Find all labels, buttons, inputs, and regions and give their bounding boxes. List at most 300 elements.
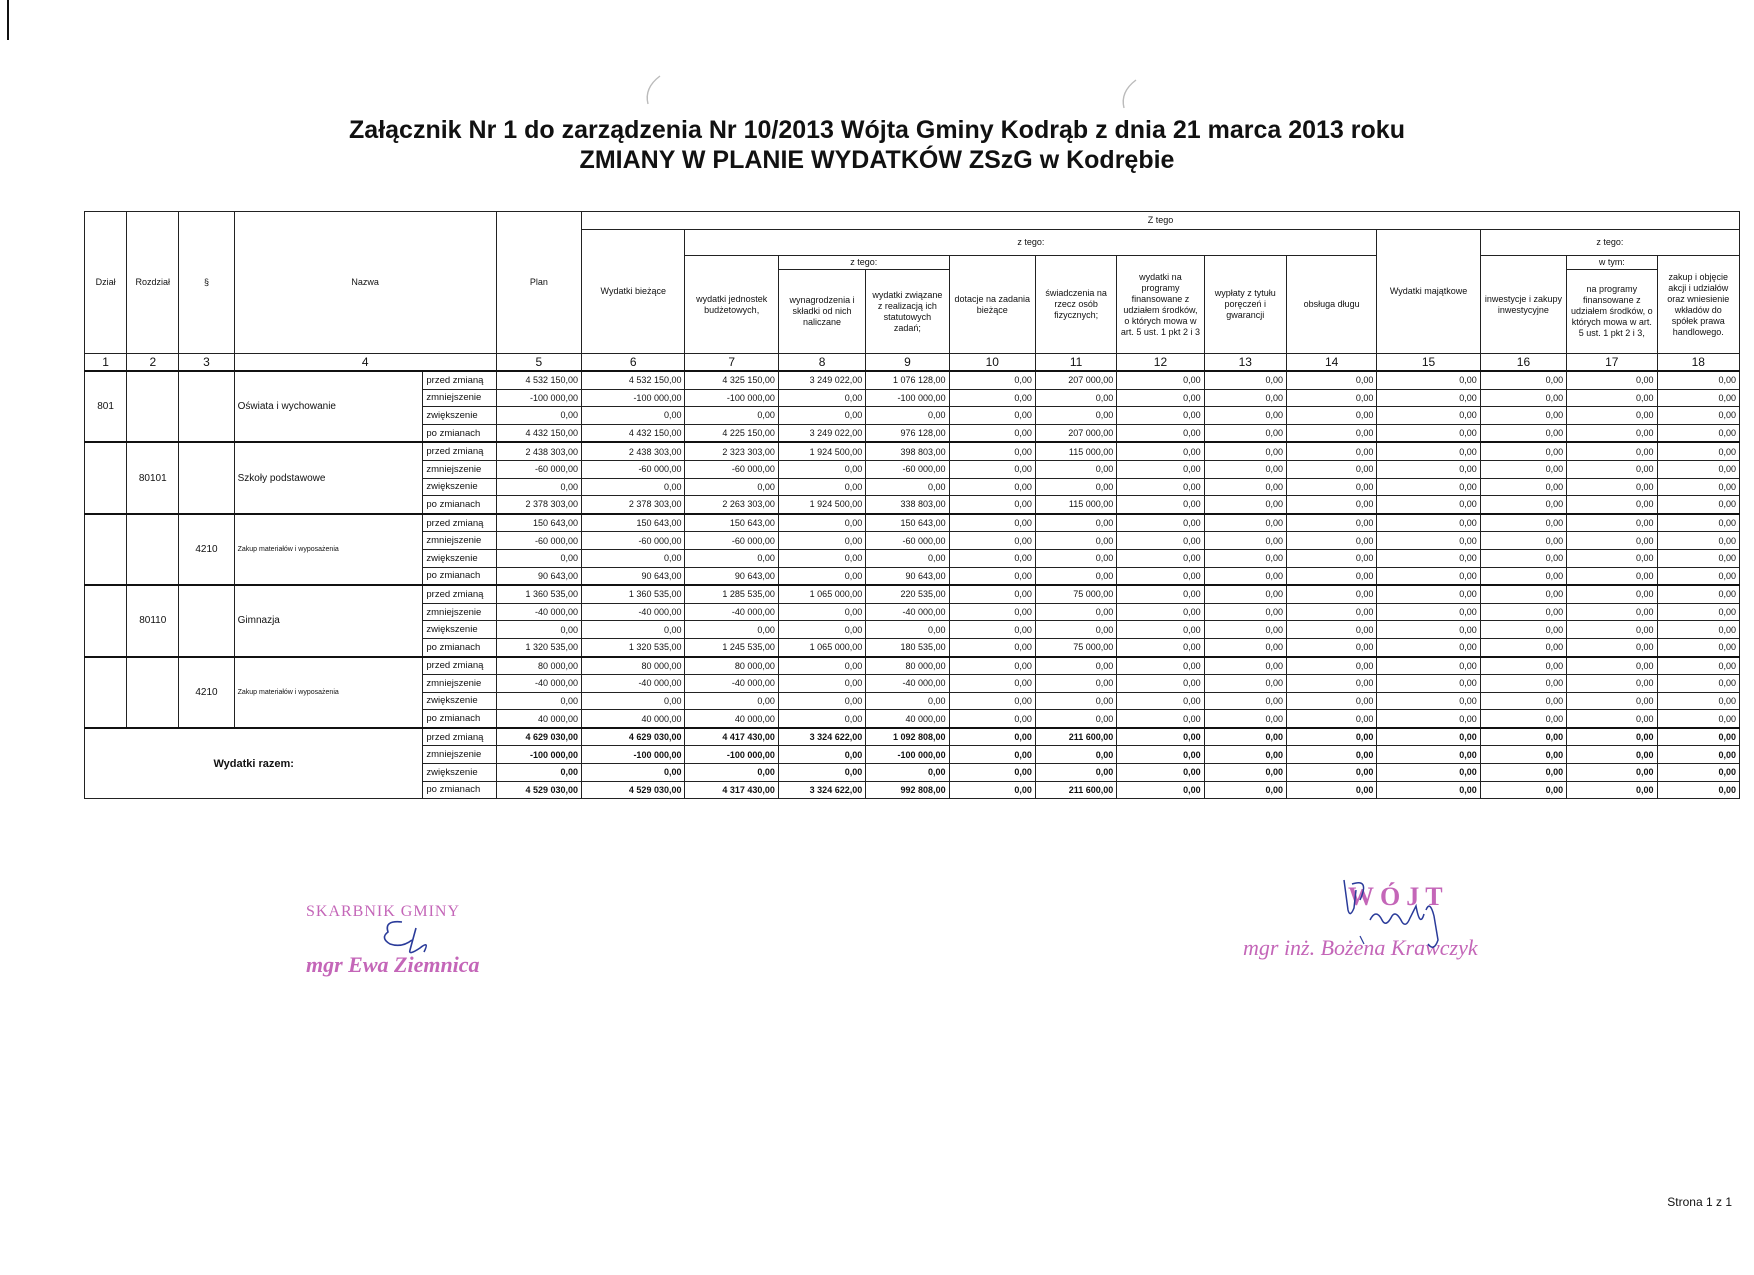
value-cell: 4 532 150,00 <box>582 371 685 389</box>
total-value-cell: 0,00 <box>685 764 778 782</box>
value-cell: 2 323 303,00 <box>685 442 778 460</box>
value-cell: 115 000,00 <box>1035 496 1116 514</box>
value-cell: 0,00 <box>1286 657 1376 675</box>
value-cell: 0,00 <box>1480 424 1566 442</box>
value-cell: -60 000,00 <box>685 532 778 550</box>
value-cell: 0,00 <box>685 621 778 639</box>
total-value-cell: 0,00 <box>1657 781 1740 799</box>
total-value-cell: 0,00 <box>1377 728 1480 746</box>
total-value-cell: 0,00 <box>1286 781 1376 799</box>
value-cell: 0,00 <box>1657 389 1740 407</box>
value-cell: 0,00 <box>1567 657 1657 675</box>
value-cell: 0,00 <box>1204 585 1286 603</box>
change-type-label: po zmianach <box>423 710 496 728</box>
value-cell: 0,00 <box>496 621 581 639</box>
change-type-label: przed zmianą <box>423 728 496 746</box>
total-value-cell: 0,00 <box>778 746 865 764</box>
value-cell: 0,00 <box>866 549 949 567</box>
value-cell: 0,00 <box>1377 549 1480 567</box>
value-cell: 0,00 <box>1480 442 1566 460</box>
total-value-cell: 3 324 622,00 <box>778 781 865 799</box>
value-cell: 90 643,00 <box>685 567 778 585</box>
value-cell: 1 924 500,00 <box>778 496 865 514</box>
value-cell: 0,00 <box>1286 442 1376 460</box>
column-number: 7 <box>685 354 778 372</box>
value-cell: 0,00 <box>1480 692 1566 710</box>
value-cell: 0,00 <box>1117 585 1204 603</box>
total-value-cell: 0,00 <box>1567 746 1657 764</box>
header-swiadczenia: świadczenia na rzecz osób fizycznych; <box>1035 256 1116 354</box>
total-value-cell: 0,00 <box>1117 764 1204 782</box>
value-cell: 0,00 <box>1480 603 1566 621</box>
header-nazwa: Nazwa <box>234 212 496 354</box>
skarbnik-signature <box>372 910 442 960</box>
value-cell: 0,00 <box>685 478 778 496</box>
value-cell: 0,00 <box>1117 407 1204 425</box>
value-cell: 0,00 <box>1035 621 1116 639</box>
total-value-cell: 0,00 <box>1204 781 1286 799</box>
value-cell: 0,00 <box>1657 424 1740 442</box>
value-cell: 0,00 <box>866 621 949 639</box>
column-number: 12 <box>1117 354 1204 372</box>
value-cell: 40 000,00 <box>685 710 778 728</box>
column-number: 18 <box>1657 354 1740 372</box>
value-cell: -100 000,00 <box>866 389 949 407</box>
value-cell: 0,00 <box>1377 603 1480 621</box>
value-cell: 0,00 <box>1204 638 1286 656</box>
value-cell: 0,00 <box>1117 460 1204 478</box>
header-rozdzial: Rozdział <box>127 212 179 354</box>
value-cell: 0,00 <box>1480 460 1566 478</box>
value-cell: 0,00 <box>1377 424 1480 442</box>
value-cell: 0,00 <box>1204 389 1286 407</box>
total-value-cell: 0,00 <box>1117 746 1204 764</box>
value-cell: 0,00 <box>778 478 865 496</box>
change-type-label: zwiększenie <box>423 549 496 567</box>
value-cell: 0,00 <box>1657 514 1740 532</box>
value-cell: 0,00 <box>1567 638 1657 656</box>
value-cell: 150 643,00 <box>685 514 778 532</box>
value-cell: 0,00 <box>778 621 865 639</box>
value-cell: 0,00 <box>1377 692 1480 710</box>
column-number: 8 <box>778 354 865 372</box>
value-cell: 0,00 <box>1377 638 1480 656</box>
value-cell: 0,00 <box>1377 675 1480 693</box>
value-cell: 0,00 <box>1480 514 1566 532</box>
value-cell: 0,00 <box>1567 389 1657 407</box>
table-row <box>85 657 1740 675</box>
value-cell: 0,00 <box>1377 585 1480 603</box>
value-cell: 2 263 303,00 <box>685 496 778 514</box>
total-label: Wydatki razem: <box>85 728 423 799</box>
value-cell: 0,00 <box>1657 478 1740 496</box>
value-cell: 0,00 <box>778 567 865 585</box>
skarbnik-stamp-title: SKARBNIK GMINY <box>306 903 461 920</box>
value-cell: 0,00 <box>949 478 1035 496</box>
dzial-cell <box>85 585 127 656</box>
total-value-cell: 0,00 <box>1286 728 1376 746</box>
value-cell: -40 000,00 <box>866 675 949 693</box>
total-value-cell: 211 600,00 <box>1035 728 1116 746</box>
value-cell: 0,00 <box>866 478 949 496</box>
value-cell: 0,00 <box>1657 567 1740 585</box>
value-cell: 0,00 <box>949 424 1035 442</box>
value-cell: 0,00 <box>685 692 778 710</box>
total-value-cell: 0,00 <box>582 764 685 782</box>
value-cell: 0,00 <box>1480 371 1566 389</box>
value-cell: 0,00 <box>1035 514 1116 532</box>
value-cell: -40 000,00 <box>496 675 581 693</box>
value-cell: 0,00 <box>1117 478 1204 496</box>
value-cell: 0,00 <box>1286 514 1376 532</box>
value-cell: 0,00 <box>1117 675 1204 693</box>
total-value-cell: 4 529 030,00 <box>496 781 581 799</box>
value-cell: 0,00 <box>1117 496 1204 514</box>
total-value-cell: 0,00 <box>1204 746 1286 764</box>
value-cell: 1 245 535,00 <box>685 638 778 656</box>
value-cell: 1 320 535,00 <box>496 638 581 656</box>
value-cell: 0,00 <box>1377 710 1480 728</box>
table-row <box>85 442 1740 460</box>
value-cell: 0,00 <box>949 442 1035 460</box>
value-cell: 0,00 <box>1657 460 1740 478</box>
value-cell: 0,00 <box>1480 621 1566 639</box>
header-wydatki-biezace: Wydatki bieżące <box>582 230 685 354</box>
table-row <box>85 371 1740 389</box>
change-type-label: po zmianach <box>423 496 496 514</box>
value-cell: 0,00 <box>778 460 865 478</box>
total-value-cell: 0,00 <box>1567 728 1657 746</box>
nazwa-cell: Oświata i wychowanie <box>234 371 423 442</box>
value-cell: 0,00 <box>949 675 1035 693</box>
value-cell: 75 000,00 <box>1035 638 1116 656</box>
value-cell: -100 000,00 <box>582 389 685 407</box>
value-cell: 1 076 128,00 <box>866 371 949 389</box>
value-cell: 0,00 <box>1377 514 1480 532</box>
value-cell: 0,00 <box>949 532 1035 550</box>
total-value-cell: 0,00 <box>1480 764 1566 782</box>
header-wynagrodzenia: wynagrodzenia i składki od nich naliczane <box>778 270 865 354</box>
value-cell: 150 643,00 <box>496 514 581 532</box>
change-type-label: po zmianach <box>423 567 496 585</box>
header-wydatki-majatkowe: Wydatki majątkowe <box>1377 230 1480 354</box>
value-cell: 3 249 022,00 <box>778 424 865 442</box>
change-type-label: zwiększenie <box>423 764 496 782</box>
value-cell: 0,00 <box>1204 407 1286 425</box>
change-type-label: po zmianach <box>423 424 496 442</box>
rozdzial-cell: 80110 <box>127 585 179 656</box>
value-cell: 0,00 <box>685 407 778 425</box>
value-cell: 0,00 <box>1117 549 1204 567</box>
dzial-cell <box>85 514 127 585</box>
total-value-cell: 0,00 <box>866 764 949 782</box>
column-number: 10 <box>949 354 1035 372</box>
value-cell: 0,00 <box>1480 478 1566 496</box>
value-cell: 0,00 <box>949 460 1035 478</box>
value-cell: 0,00 <box>1480 567 1566 585</box>
header-w-tym: w tym: <box>1567 256 1657 270</box>
value-cell: 0,00 <box>1286 549 1376 567</box>
total-value-cell: 0,00 <box>1035 746 1116 764</box>
header-z-tego-biezace: z tego: <box>685 230 1377 256</box>
value-cell: 0,00 <box>496 478 581 496</box>
value-cell: 0,00 <box>1204 460 1286 478</box>
value-cell: 1 320 535,00 <box>582 638 685 656</box>
value-cell: 0,00 <box>1480 638 1566 656</box>
value-cell: 0,00 <box>949 496 1035 514</box>
value-cell: 0,00 <box>1286 371 1376 389</box>
wojt-stamp-name: mgr inż. Bożena Krawczyk <box>1243 935 1478 960</box>
value-cell: 0,00 <box>949 692 1035 710</box>
value-cell: 150 643,00 <box>866 514 949 532</box>
value-cell: 0,00 <box>1204 710 1286 728</box>
value-cell: 0,00 <box>1204 621 1286 639</box>
value-cell: 0,00 <box>1035 603 1116 621</box>
value-cell: 0,00 <box>582 407 685 425</box>
value-cell: 1 065 000,00 <box>778 638 865 656</box>
total-value-cell: 0,00 <box>949 781 1035 799</box>
value-cell: 0,00 <box>582 692 685 710</box>
rozdzial-cell <box>127 657 179 728</box>
total-value-cell: 4 529 030,00 <box>582 781 685 799</box>
value-cell: 0,00 <box>1377 532 1480 550</box>
value-cell: 0,00 <box>1377 478 1480 496</box>
change-type-label: po zmianach <box>423 638 496 656</box>
value-cell: 0,00 <box>778 532 865 550</box>
value-cell: -60 000,00 <box>582 460 685 478</box>
pencil-mark-left <box>640 72 664 108</box>
value-cell: 4 532 150,00 <box>496 371 581 389</box>
value-cell: 0,00 <box>1657 638 1740 656</box>
total-value-cell: 0,00 <box>1117 728 1204 746</box>
value-cell: 0,00 <box>1286 478 1376 496</box>
value-cell: -40 000,00 <box>685 675 778 693</box>
total-value-cell: 0,00 <box>778 764 865 782</box>
value-cell: 75 000,00 <box>1035 585 1116 603</box>
value-cell: 90 643,00 <box>582 567 685 585</box>
value-cell: 0,00 <box>1286 532 1376 550</box>
value-cell: 0,00 <box>1204 532 1286 550</box>
value-cell: 2 438 303,00 <box>582 442 685 460</box>
left-edge-line <box>6 0 10 40</box>
value-cell: 0,00 <box>778 692 865 710</box>
value-cell: 0,00 <box>1117 638 1204 656</box>
value-cell: -40 000,00 <box>582 675 685 693</box>
total-value-cell: 0,00 <box>1480 781 1566 799</box>
value-cell: 4 432 150,00 <box>582 424 685 442</box>
value-cell: 0,00 <box>1377 621 1480 639</box>
value-cell: 0,00 <box>1117 657 1204 675</box>
change-type-label: przed zmianą <box>423 514 496 532</box>
column-number: 1 <box>85 354 127 372</box>
header-programy: wydatki na programy finansowane z udziałem środków, o których mowa w art. 5 ust. 1 pkt 2 i 3 <box>1117 256 1204 354</box>
rozdzial-cell <box>127 514 179 585</box>
column-number: 16 <box>1480 354 1566 372</box>
wojt-stamp-title: WÓJT <box>1348 882 1449 911</box>
value-cell: 0,00 <box>1657 675 1740 693</box>
header-z-tego-jednostek: z tego: <box>778 256 949 270</box>
change-type-label: po zmianach <box>423 781 496 799</box>
value-cell: 0,00 <box>1204 478 1286 496</box>
value-cell: 0,00 <box>1286 675 1376 693</box>
value-cell: 0,00 <box>1117 442 1204 460</box>
column-number: 11 <box>1035 354 1116 372</box>
value-cell: 0,00 <box>1657 710 1740 728</box>
dzial-cell <box>85 442 127 513</box>
value-cell: 0,00 <box>949 657 1035 675</box>
value-cell: 0,00 <box>949 710 1035 728</box>
value-cell: 0,00 <box>1204 442 1286 460</box>
column-number: 4 <box>234 354 496 372</box>
value-cell: 0,00 <box>1657 407 1740 425</box>
value-cell: 0,00 <box>1480 407 1566 425</box>
dzial-cell <box>85 657 127 728</box>
column-number: 6 <box>582 354 685 372</box>
column-number: 5 <box>496 354 581 372</box>
nazwa-cell: Zakup materiałów i wyposażenia <box>234 657 423 728</box>
skarbnik-stamp-name: mgr Ewa Ziemnica <box>306 952 480 977</box>
value-cell: 1 285 535,00 <box>685 585 778 603</box>
change-type-label: przed zmianą <box>423 371 496 389</box>
value-cell: 0,00 <box>1657 442 1740 460</box>
document-title: Załącznik Nr 1 do zarządzenia Nr 10/2013 Wójta Gminy Kodrąb z dnia 21 marca 2013 roku <box>349 116 1405 144</box>
value-cell: 0,00 <box>1204 567 1286 585</box>
value-cell: 0,00 <box>1567 460 1657 478</box>
value-cell: 0,00 <box>1035 710 1116 728</box>
change-type-label: przed zmianą <box>423 442 496 460</box>
total-value-cell: 4 417 430,00 <box>685 728 778 746</box>
value-cell: 0,00 <box>1286 603 1376 621</box>
change-type-label: zwiększenie <box>423 478 496 496</box>
total-value-cell: 0,00 <box>949 746 1035 764</box>
value-cell: 0,00 <box>496 407 581 425</box>
change-type-label: zwiększenie <box>423 407 496 425</box>
header-z-tego: Z tego <box>582 212 1740 230</box>
value-cell: 4 225 150,00 <box>685 424 778 442</box>
value-cell: 0,00 <box>1204 675 1286 693</box>
value-cell: 80 000,00 <box>496 657 581 675</box>
value-cell: 4 325 150,00 <box>685 371 778 389</box>
change-type-label: przed zmianą <box>423 585 496 603</box>
header-wydatki-zwiazane: wydatki związane z realizacją ich statutowych zadań; <box>866 270 949 354</box>
value-cell: 0,00 <box>582 549 685 567</box>
value-cell: 2 438 303,00 <box>496 442 581 460</box>
value-cell: 0,00 <box>582 621 685 639</box>
column-number: 13 <box>1204 354 1286 372</box>
total-value-cell: 0,00 <box>1567 781 1657 799</box>
page-footer: Strona 1 z 1 <box>1667 1195 1732 1209</box>
value-cell: 0,00 <box>1204 692 1286 710</box>
value-cell: 0,00 <box>1480 710 1566 728</box>
total-value-cell: 0,00 <box>1480 746 1566 764</box>
total-value-cell: 0,00 <box>1204 764 1286 782</box>
value-cell: 1 360 535,00 <box>582 585 685 603</box>
value-cell: 150 643,00 <box>582 514 685 532</box>
total-value-cell: 0,00 <box>1657 728 1740 746</box>
value-cell: 0,00 <box>778 603 865 621</box>
paragraf-cell: 4210 <box>179 657 234 728</box>
value-cell: 398 803,00 <box>866 442 949 460</box>
value-cell: 0,00 <box>1117 424 1204 442</box>
value-cell: 0,00 <box>1567 514 1657 532</box>
value-cell: 0,00 <box>1117 567 1204 585</box>
value-cell: 0,00 <box>1377 442 1480 460</box>
header-paragraf: § <box>179 212 234 354</box>
change-type-label: przed zmianą <box>423 657 496 675</box>
nazwa-cell: Gimnazja <box>234 585 423 656</box>
value-cell: 0,00 <box>1480 389 1566 407</box>
value-cell: 0,00 <box>1657 692 1740 710</box>
paragraf-cell <box>179 442 234 513</box>
column-number: 14 <box>1286 354 1376 372</box>
value-cell: 0,00 <box>1204 496 1286 514</box>
value-cell: 0,00 <box>1117 514 1204 532</box>
table-row <box>85 585 1740 603</box>
column-number: 15 <box>1377 354 1480 372</box>
header-programy-majatkowe: na programy finansowane z udziałem środków, o których mowa w art. 5 ust. 1 pkt 2 i 3, <box>1567 270 1657 354</box>
change-type-label: zmniejszenie <box>423 460 496 478</box>
value-cell: 0,00 <box>1567 532 1657 550</box>
value-cell: 0,00 <box>1117 371 1204 389</box>
change-type-label: zmniejszenie <box>423 603 496 621</box>
value-cell: 0,00 <box>1567 496 1657 514</box>
value-cell: 0,00 <box>1377 371 1480 389</box>
value-cell: 0,00 <box>1480 532 1566 550</box>
total-row <box>85 728 1740 746</box>
value-cell: 0,00 <box>1035 478 1116 496</box>
value-cell: 0,00 <box>1567 371 1657 389</box>
value-cell: -60 000,00 <box>496 460 581 478</box>
value-cell: 0,00 <box>1377 389 1480 407</box>
value-cell: 0,00 <box>1377 567 1480 585</box>
header-wyplaty: wypłaty z tytułu poręczeń i gwarancji <box>1204 256 1286 354</box>
value-cell: 0,00 <box>1204 657 1286 675</box>
header-dotacje: dotacje na zadania bieżące <box>949 256 1035 354</box>
total-value-cell: 0,00 <box>1204 728 1286 746</box>
total-value-cell: 4 629 030,00 <box>496 728 581 746</box>
total-value-cell: -100 000,00 <box>866 746 949 764</box>
value-cell: -60 000,00 <box>866 532 949 550</box>
value-cell: 0,00 <box>1567 442 1657 460</box>
value-cell: 0,00 <box>582 478 685 496</box>
value-cell: 80 000,00 <box>685 657 778 675</box>
total-value-cell: 0,00 <box>1377 781 1480 799</box>
total-value-cell: 1 092 808,00 <box>866 728 949 746</box>
change-type-label: zmniejszenie <box>423 746 496 764</box>
value-cell: -60 000,00 <box>866 460 949 478</box>
value-cell: 0,00 <box>949 585 1035 603</box>
value-cell: 40 000,00 <box>866 710 949 728</box>
paragraf-cell: 4210 <box>179 514 234 585</box>
total-value-cell: 992 808,00 <box>866 781 949 799</box>
value-cell: 0,00 <box>866 692 949 710</box>
total-value-cell: 0,00 <box>496 764 581 782</box>
document-subtitle: ZMIANY W PLANIE WYDATKÓW ZSzG w Kodrębie <box>579 146 1175 174</box>
total-value-cell: -100 000,00 <box>582 746 685 764</box>
total-value-cell: 4 317 430,00 <box>685 781 778 799</box>
value-cell: -40 000,00 <box>866 603 949 621</box>
value-cell: 0,00 <box>949 407 1035 425</box>
value-cell: 0,00 <box>1567 407 1657 425</box>
total-value-cell: 211 600,00 <box>1035 781 1116 799</box>
value-cell: 0,00 <box>1567 567 1657 585</box>
value-cell: 0,00 <box>949 549 1035 567</box>
value-cell: 2 378 303,00 <box>582 496 685 514</box>
value-cell: 0,00 <box>1204 371 1286 389</box>
value-cell: 0,00 <box>1657 532 1740 550</box>
column-number: 2 <box>127 354 179 372</box>
header-inwestycje: inwestycje i zakupy inwestycyjne <box>1480 256 1566 354</box>
